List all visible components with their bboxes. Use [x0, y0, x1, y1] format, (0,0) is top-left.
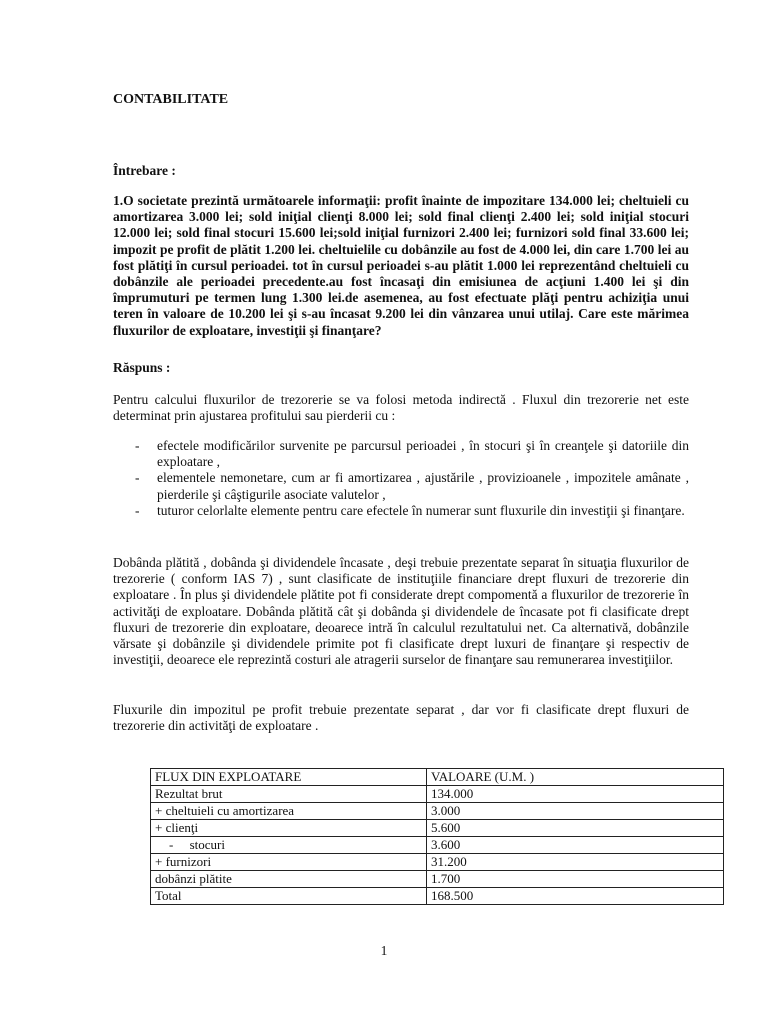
list-item — [113, 470, 689, 502]
adjustment-list — [113, 438, 689, 519]
page-number: 1 — [380, 943, 388, 958]
question-label: Întrebare : — [113, 163, 176, 178]
bullet-dash: - — [135, 502, 140, 518]
column-header-flux: FLUX DIN EXPLOATARE — [151, 769, 427, 786]
row-value: 134.000 — [427, 786, 724, 803]
bullet-dash: - — [135, 470, 140, 486]
row-label: Rezultat brut — [151, 786, 427, 803]
row-value: 3.000 — [427, 803, 724, 820]
row-value: 1.700 — [427, 871, 724, 888]
table-row — [151, 854, 724, 871]
list-item-text: tuturor celorlalte elemente pentru care efectele în numerar sunt fluxurile din investiţii şi finanţare. — [157, 502, 685, 518]
row-label: - stocuri — [151, 837, 427, 854]
tax-paragraph: Fluxurile din impozitul pe profit trebuie prezentate separat , dar vor fi clasificate drept fluxuri de trezorerie din activităţi de exploatare . — [113, 702, 689, 734]
row-value: 168.500 — [427, 888, 724, 905]
table-row — [151, 803, 724, 820]
row-value: 3.600 — [427, 837, 724, 854]
row-value: 5.600 — [427, 820, 724, 837]
bullet-dash: - — [135, 438, 140, 453]
row-label: + furnizori — [151, 854, 427, 871]
table-row — [151, 820, 724, 837]
row-value: 31.200 — [427, 854, 724, 871]
answer-label: Răspuns : — [113, 360, 171, 375]
table-row — [151, 837, 724, 854]
table-header-row — [151, 769, 724, 786]
table-row — [151, 871, 724, 888]
row-label: dobânzi plătite — [151, 871, 427, 888]
answer-intro-paragraph: Pentru calcului fluxurilor de trezorerie se va folosi metoda indirectă . Fluxul din trezorerie net este determinat prin ajustarea profitului sau pierderii cu : — [113, 392, 689, 424]
document-title: CONTABILITATE — [113, 92, 229, 107]
row-label: + clienţi — [151, 820, 427, 837]
interest-paragraph: Dobânda plătită , dobânda şi dividendele încasate , deşi trebuie prezentate separat în situaţia fluxurilor de trezorerie ( conform IAS 7) , sunt clasificate de instituţiile financiare drept fluxuri de trezorerie din exploatare . În plus şi dividendele plătite pot fi considerate drept compomentă a fluxurilor de trezorerie în activităţi de exploatare. Dobânda plătită cât şi dobânda şi dividendele de încasate pot fi clasificate drept fluxuri de trezorerie din exploatare, deoarece intră în calculul rezultatului net. Ca alternativă, dobânzile vărsate şi dobânzile şi dividendele primite pot fi clasificate drept luxuri de finanţare şi respectiv de investiţii, deoarece ele reprezintă costuri ale atragerii surselor de finanţare sau remunerarea investiţiilor. — [113, 555, 689, 668]
column-header-value: VALOARE (U.M. ) — [427, 769, 724, 786]
question-text: 1.O societate prezintă următoarele informaţii: profit înainte de impozitare 134.000 lei; cheltuieli cu amortizarea 3.000 lei; sold iniţial clienţi 8.000 lei; sold final clienţi 2.400 lei; sold iniţial stocuri 12.000 lei; sold final stocuri 15.600 lei;sold iniţial furnizori 2.400 lei; furnizori sold final 33.600 lei; impozit pe profit de plătit 1.200 lei. cheltuielile cu dobânzile au fost de 4.000 lei, din care 1.700 lei au fost plătiţi în cursul perioadei. tot în cursul perioadei s-au plătit 1.000 lei reprezentând cheltuieli cu dobânzile ale perioadei precedente.au fost încasaţi din emisiunea de acţiuni 1.400 lei şi din împrumuturi pe termen lung 1.300 lei.de asemenea, au fost efectuate plăţi pentru achiziţia unui teren în valoare de 10.200 lei şi s-au încasat 9.200 lei din vânzarea unui utilaj. Care este mărimea fluxurilor de exploatare, investiţii şi finanţare? — [113, 193, 689, 338]
list-item — [113, 438, 689, 470]
table-row — [151, 786, 724, 803]
list-item-text: efectele modificărilor survenite pe parcursul perioadei , în stocuri şi în creanţele şi datoriile din exploatare , — [157, 438, 689, 470]
table-row — [151, 888, 724, 905]
operating-cashflow-table — [150, 768, 724, 905]
row-label: + cheltuieli cu amortizarea — [151, 803, 427, 820]
list-item-text: elementele nemonetare, cum ar fi amortizarea , ajustările , provizioanele , impozitele amânate , pierderile şi câştigurile asociate valutelor , — [157, 470, 689, 502]
list-item — [113, 503, 689, 519]
row-label: Total — [151, 888, 427, 905]
